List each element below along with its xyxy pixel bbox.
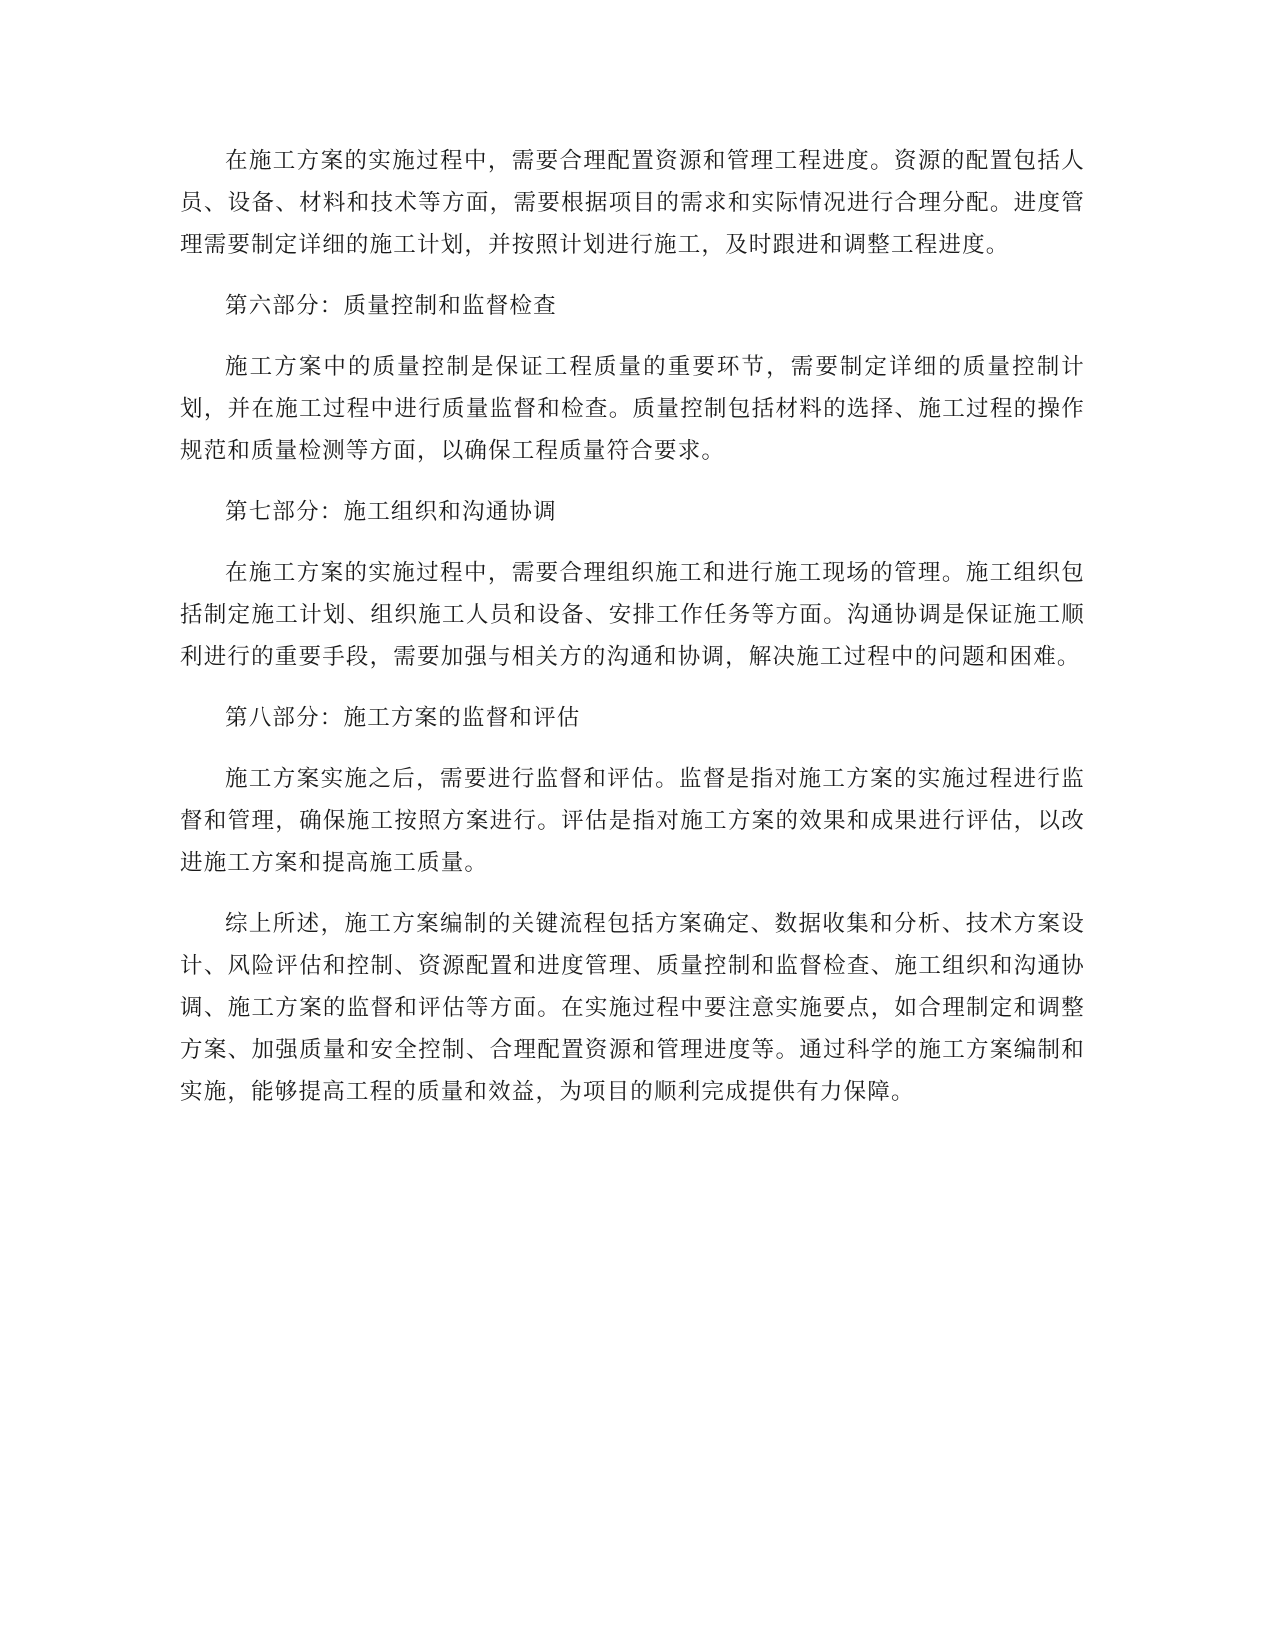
document-page [180,140,1085,1132]
paragraph-resource-schedule: 在施工方案的实施过程中，需要合理配置资源和管理工程进度。资源的配置包括人员、设备、材料和技术等方面，需要根据项目的需求和实际情况进行合理分配。进度管理需要制定详细的施工计划，并按照计划进行施工，及时跟进和调整工程进度。 [180,148,1085,258]
paragraph-organization-coordination: 在施工方案的实施过程中，需要合理组织施工和进行施工现场的管理。施工组织包括制定施工计划、组织施工人员和设备、安排工作任务等方面。沟通协调是保证施工顺利进行的重要手段，需要加强与相关方的沟通和协调，解决施工过程中的问题和困难。 [180,560,1085,670]
section-heading-8: 第八部分：施工方案的监督和评估 [225,705,581,731]
paragraph-quality-control: 施工方案中的质量控制是保证工程质量的重要环节，需要制定详细的质量控制计划，并在施工过程中进行质量监督和检查。质量控制包括材料的选择、施工过程的操作规范和质量检测等方面，以确保工程质量符合要求。 [180,354,1085,464]
paragraph-supervision-evaluation: 施工方案实施之后，需要进行监督和评估。监督是指对施工方案的实施过程进行监督和管理，确保施工按照方案进行。评估是指对施工方案的效果和成果进行评估，以改进施工方案和提高施工质量。 [180,766,1085,876]
section-heading-6: 第六部分：质量控制和监督检查 [225,293,557,319]
paragraph-summary: 综上所述，施工方案编制的关键流程包括方案确定、数据收集和分析、技术方案设计、风险评估和控制、资源配置和进度管理、质量控制和监督检查、施工组织和沟通协调、施工方案的监督和评估等方面。在实施过程中要注意实施要点，如合理制定和调整方案、加强质量和安全控制、合理配置资源和管理进度等。通过科学的施工方案编制和实施，能够提高工程的质量和效益，为项目的顺利完成提供有力保障。 [180,911,1085,1105]
section-heading-7: 第七部分：施工组织和沟通协调 [225,499,557,525]
